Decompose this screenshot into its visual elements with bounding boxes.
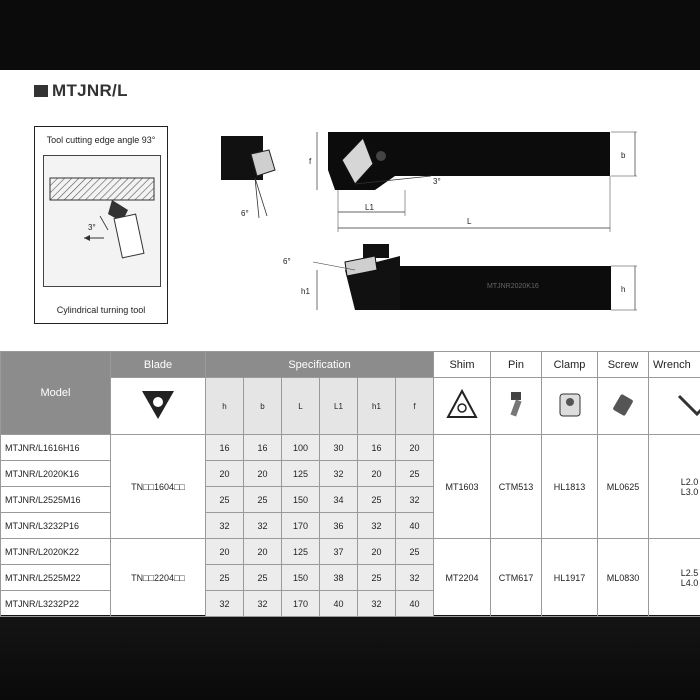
holder-engraving: MTJNR2020K16 xyxy=(487,283,539,290)
shim-icon xyxy=(445,388,479,422)
spec-cell-b: 20 xyxy=(244,539,282,565)
spec-table-body xyxy=(1,435,700,617)
spec-cell-l1: 36 xyxy=(320,513,358,539)
blade-cell: TN□□2204□□ xyxy=(111,539,206,617)
header-model: Model xyxy=(1,352,111,435)
shim-cell: MT2204 xyxy=(434,539,491,617)
spec-table xyxy=(0,351,700,617)
wrench-size: L3.0 xyxy=(680,486,699,497)
spec-cell-h: 20 xyxy=(206,461,244,487)
spec-cell-b: 32 xyxy=(244,591,282,617)
spec-cell-l: 150 xyxy=(282,487,320,513)
header-wrench: Wrench xyxy=(649,352,700,378)
model-cell: MTJNR/L3232P22 xyxy=(1,591,111,617)
dim-h1-label: h1 xyxy=(301,287,310,296)
spec-cell-l1: 32 xyxy=(320,461,358,487)
dim-L-label: L xyxy=(467,217,472,226)
spec-cell-f: 20 xyxy=(396,435,434,461)
spec-cell-h1: 16 xyxy=(358,435,396,461)
spec-cell-l: 125 xyxy=(282,461,320,487)
pin-icon xyxy=(499,388,533,422)
clamp-cell: HL1917 xyxy=(542,539,598,617)
screw-cell: ML0625 xyxy=(598,435,649,539)
pin-cell: CTM617 xyxy=(491,539,542,617)
header-specification: Specification xyxy=(206,352,434,378)
spec-cell-h: 20 xyxy=(206,539,244,565)
clamp-icon xyxy=(553,388,587,422)
spec-cell-b: 25 xyxy=(244,487,282,513)
spec-cell-f: 40 xyxy=(396,591,434,617)
pin-cell: CTM513 xyxy=(491,435,542,539)
spec-cell-l1: 34 xyxy=(320,487,358,513)
spec-cell-h: 32 xyxy=(206,513,244,539)
spec-col-h1: h1 xyxy=(358,378,396,435)
side-view xyxy=(283,244,637,310)
header-blade: Blade xyxy=(111,352,206,378)
spec-cell-l1: 38 xyxy=(320,565,358,591)
spec-cell-l: 150 xyxy=(282,565,320,591)
triangle-insert-icon xyxy=(138,385,178,425)
spec-cell-h: 16 xyxy=(206,435,244,461)
spec-col-h: h xyxy=(206,378,244,435)
wrench-size: L2.5 xyxy=(680,567,699,578)
spec-cell-h1: 32 xyxy=(358,513,396,539)
wrench-cell xyxy=(649,435,700,539)
turning-diagram-icon xyxy=(44,156,160,286)
clamp-cell: HL1813 xyxy=(542,435,598,539)
spec-cell-l1: 37 xyxy=(320,539,358,565)
header-shim: Shim xyxy=(434,352,491,378)
spec-col-L: L xyxy=(282,378,320,435)
dim-b-label: b xyxy=(621,151,626,160)
spec-cell-h1: 25 xyxy=(358,487,396,513)
header-pin: Pin xyxy=(491,352,542,378)
spec-cell-b: 25 xyxy=(244,565,282,591)
hex-wrench-icon xyxy=(673,388,700,422)
inset-top-label: Tool cutting edge angle 93° xyxy=(46,135,156,145)
spec-cell-l1: 40 xyxy=(320,591,358,617)
inset-angle-label: 3° xyxy=(88,223,96,232)
header-screw: Screw xyxy=(598,352,649,378)
spec-cell-h: 32 xyxy=(206,591,244,617)
spec-col-f: f xyxy=(396,378,434,435)
dim-h-label: h xyxy=(621,285,626,294)
dim-f-label: f xyxy=(309,157,312,166)
spec-cell-b: 16 xyxy=(244,435,282,461)
table-row xyxy=(1,435,700,461)
spec-cell-f: 32 xyxy=(396,487,434,513)
title-text: MTJNR/L xyxy=(52,81,128,100)
wrench-size: L2.0 xyxy=(680,476,699,487)
top-black-bar xyxy=(0,0,700,70)
spec-cell-f: 40 xyxy=(396,513,434,539)
title-square-icon xyxy=(34,85,48,97)
clamp-icon-cell xyxy=(542,378,598,435)
side-view-angle-label: 6° xyxy=(283,257,291,266)
model-cell: MTJNR/L2020K22 xyxy=(1,539,111,565)
top-view xyxy=(309,132,637,232)
shim-cell: MT1603 xyxy=(434,435,491,539)
pin-icon-cell xyxy=(491,378,542,435)
model-cell: MTJNR/L1616H16 xyxy=(1,435,111,461)
end-view-angle-label: 6° xyxy=(241,209,249,218)
model-cell: MTJNR/L3232P16 xyxy=(1,513,111,539)
blade-cell: TN□□1604□□ xyxy=(111,435,206,539)
model-cell: MTJNR/L2020K16 xyxy=(1,461,111,487)
end-view xyxy=(221,136,275,218)
spec-cell-l1: 30 xyxy=(320,435,358,461)
dim-L1-label: L1 xyxy=(365,203,374,212)
shim-icon-cell xyxy=(434,378,491,435)
spec-cell-l: 125 xyxy=(282,539,320,565)
spec-cell-b: 32 xyxy=(244,513,282,539)
spec-cell-h: 25 xyxy=(206,487,244,513)
spec-cell-h1: 20 xyxy=(358,461,396,487)
model-cell: MTJNR/L2525M16 xyxy=(1,487,111,513)
spec-cell-f: 25 xyxy=(396,461,434,487)
model-cell: MTJNR/L2525M22 xyxy=(1,565,111,591)
wrench-cell xyxy=(649,539,700,617)
inset-bottom-label: Cylindrical turning tool xyxy=(56,305,146,315)
spec-cell-l: 170 xyxy=(282,591,320,617)
spec-cell-f: 32 xyxy=(396,565,434,591)
wrench-icon-cell xyxy=(649,378,700,435)
spec-cell-h: 25 xyxy=(206,565,244,591)
table-row xyxy=(1,539,700,565)
spec-table-wrap xyxy=(0,351,700,617)
screw-cell: ML0830 xyxy=(598,539,649,617)
screw-icon-cell xyxy=(598,378,649,435)
spec-cell-h1: 20 xyxy=(358,539,396,565)
spec-cell-h1: 32 xyxy=(358,591,396,617)
bottom-black-bar xyxy=(0,615,700,700)
tool-holder-drawing xyxy=(205,120,645,320)
page-title xyxy=(34,81,128,101)
spec-cell-b: 20 xyxy=(244,461,282,487)
spec-cell-l: 170 xyxy=(282,513,320,539)
screw-icon xyxy=(606,388,640,422)
blade-icon-cell xyxy=(111,378,206,435)
spec-col-b: b xyxy=(244,378,282,435)
spec-cell-f: 25 xyxy=(396,539,434,565)
spec-cell-l: 100 xyxy=(282,435,320,461)
spec-col-L1: L1 xyxy=(320,378,358,435)
header-clamp: Clamp xyxy=(542,352,598,378)
top-view-angle-label: 3° xyxy=(433,177,441,186)
wrench-size: L4.0 xyxy=(680,577,699,588)
turning-illustration xyxy=(43,155,161,287)
cutting-angle-inset xyxy=(34,126,168,324)
spec-cell-h1: 25 xyxy=(358,565,396,591)
